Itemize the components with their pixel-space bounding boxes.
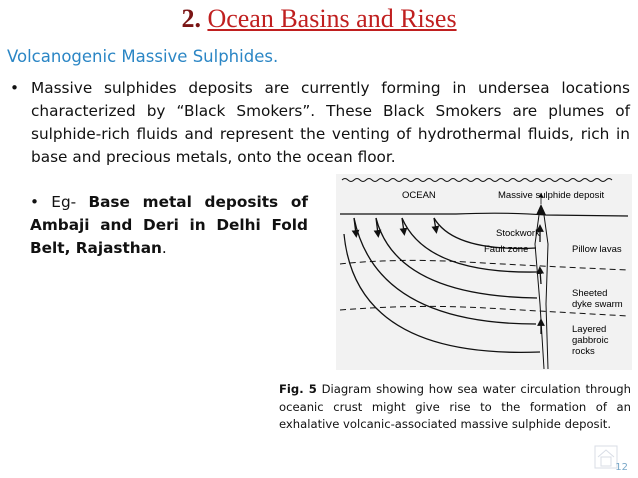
bullet-text: Massive sulphides deposits are currently forming in undersea locations characterized by “Black Smokers”. These Black Smokers are plumes of sulphide-rich fluids and represent the venting of hydrothermal fluids, rich in base and precious metals, onto the ocean floor. (31, 79, 630, 166)
label-sheeted-2: dyke swarm (572, 299, 623, 310)
ocean-surface-line (342, 179, 612, 182)
example-bold: Base metal deposits of Ambaji and Deri in Delhi Fold Belt, Rajasthan (30, 193, 308, 257)
label-layered-2: gabbroic (572, 335, 609, 346)
crust-diagram-svg (336, 174, 632, 370)
fig-label: Fig. 5 (279, 382, 317, 396)
example-prefix: • Eg- (30, 193, 89, 211)
slide-subtitle: Volcanogenic Massive Sulphides. (7, 47, 279, 66)
up-arrow (540, 270, 541, 284)
label-sheeted-1: Sheeted (572, 288, 608, 299)
label-layered-3: rocks (572, 346, 595, 357)
label-deposit: Massive sulphide deposit (498, 190, 605, 201)
slide-title (0, 4, 638, 34)
label-stockwork: Stockwork (496, 228, 540, 239)
title-text: Ocean Basins and Rises (207, 4, 457, 33)
label-layered-1: Layered (572, 324, 607, 335)
bullet-dot: • (10, 79, 20, 97)
example-text (30, 191, 308, 260)
label-ocean: OCEAN (402, 190, 436, 201)
label-pillow: Pillow lavas (572, 244, 622, 255)
figure-caption (279, 381, 631, 434)
deposit-mound (536, 204, 546, 215)
crust-diagram (336, 174, 632, 370)
page-number: 12 (615, 462, 628, 473)
bullet-paragraph (10, 77, 630, 169)
example-suffix: . (161, 239, 167, 257)
sea-floor-line (340, 213, 628, 216)
title-number: 2. (181, 4, 201, 33)
label-fault: Fault zone (484, 244, 529, 255)
caption-text: Diagram showing how sea water circulation through oceanic crust might give rise to the formation of an exhalative volcanic-associated massive sulphide deposit. (279, 382, 632, 431)
